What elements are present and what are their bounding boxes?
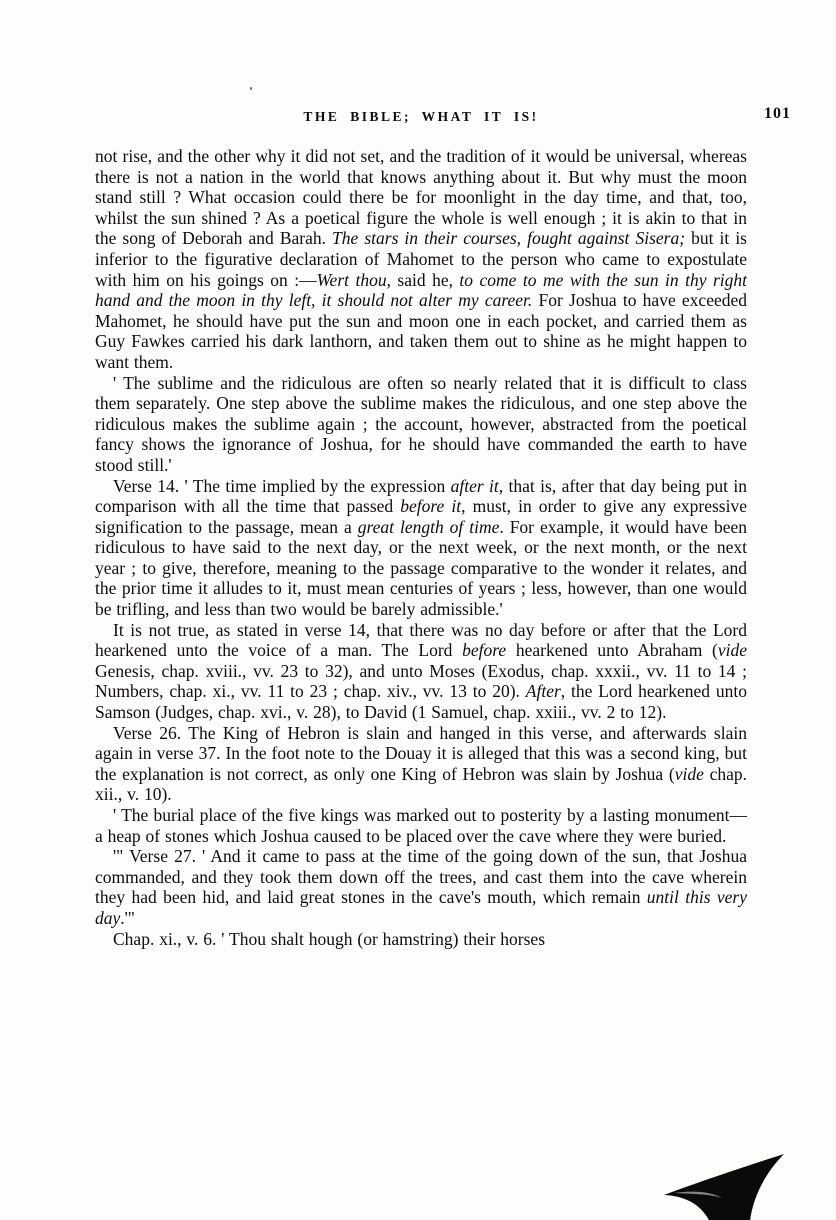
italic-text: to come to me with the sun in thy right hand and the moon in thy left, it should not alter my career. <box>95 269 747 311</box>
page-number: 101 <box>764 105 791 122</box>
body-text: Chap. xi., v. 6. ' Thou shalt hough (or hamstring) their horses <box>113 928 546 949</box>
body-text: , must, in order to give any expressive signification to the passage, mean a <box>95 496 747 537</box>
italic-text: until this very day <box>95 887 747 928</box>
body-text: but it is inferior to the figurative declaration of Mahomet to the person who came to expostulate with him on his goings on :— <box>95 228 747 290</box>
body-text: not rise, and the other why it did not set, and the tradition of it would be universal, whereas there is not a nation in the world that knows anything about it. But why must the moon stand still ? What occasion could there be for moonlight in the day time, and that, too, whilst the sun shined ? As a poetical figure the whole is well enough ; it is akin to that in the song of Deborah and Barah. <box>95 146 747 249</box>
italic-text: great length of time <box>357 516 500 537</box>
paragraph <box>95 373 747 476</box>
paragraph <box>95 723 747 805</box>
paragraph <box>95 620 747 723</box>
page-header <box>95 105 791 130</box>
paragraph <box>95 805 747 846</box>
paragraph <box>95 476 747 620</box>
page-body <box>95 146 747 949</box>
italic-text: Wert thou <box>316 269 387 290</box>
body-text: , said he, <box>386 269 460 290</box>
italic-text: The stars in their courses, fought against Sisera; <box>332 228 686 249</box>
body-text: '" Verse 27. ' And it came to pass at the time of the going down of the sun, that Joshua commanded, and they took them down off the trees, and cast them into the cave wherein they had been hid, and laid great stones in the cave's mouth, which remain <box>95 846 747 908</box>
italic-text: vide <box>717 640 748 661</box>
body-text: . For example, it would have been ridiculous to have said to the next day, or the next week, or the next month, or the next year ; to give, therefore, meaning to the passage comparative to the wonder it relates, and the prior time it alludes to it, must mean centuries of years ; less, however, than one would be trifling, and less than two would be barely admissible.' <box>95 516 747 620</box>
paragraph <box>95 846 747 928</box>
italic-text: vide <box>674 763 704 784</box>
italic-text: before it <box>400 496 462 517</box>
paragraph <box>95 146 747 373</box>
italic-text: After <box>525 681 561 702</box>
body-text: Verse 14. ' The time implied by the expression <box>113 475 451 496</box>
italic-text: before <box>462 640 507 661</box>
body-text: , that is, after that day being put in comparison with all the time that passed <box>95 475 747 517</box>
body-text: , the Lord hearkened unto Samson (Judges, chap. xvi., v. 28), to David (1 Samuel, chap. xxiii., vv. 2 to 12). <box>95 681 748 723</box>
paragraph <box>95 929 747 950</box>
body-text: .'" <box>120 907 135 928</box>
body-text: Genesis, chap. xviii., vv. 23 to 32), and unto Moses (Exodus, chap. xxxii., vv. 11 to 14 ; Numbers, chap. xi., vv. 11 to 23 ; chap. xiv., vv. 13 to 20). <box>95 660 747 702</box>
italic-text: after it <box>450 475 499 496</box>
body-text: ' The burial place of the five kings was marked out to posterity by a lasting monument—a heap of stones which Joshua caused to be placed over the cave where they were buried. <box>95 805 747 846</box>
body-text: hearkened unto Abraham ( <box>506 640 718 661</box>
ink-blot <box>664 1154 786 1220</box>
body-text: For Joshua to have exceeded Mahomet, he should have put the sun and moon one in each pocket, and carried them as Guy Fawkes carried his dark lanthorn, and taken them out to shine as he might happen to want them. <box>95 290 747 372</box>
page-content <box>95 105 791 949</box>
running-title: THE BIBLE; WHAT IT IS! <box>303 109 539 124</box>
body-text: Verse 26. The King of Hebron is slain and hanged in this verse, and afterwards slain again in verse 37. In the foot note to the Douay it is alleged that this was a second king, but the explanation is not correct, as only one King of Hebron was slain by Joshua ( <box>95 722 747 784</box>
body-text: ' The sublime and the ridiculous are often so nearly related that it is difficult to class them separately. One step above the sublime makes the ridiculous, and one step above the ridiculous makes the sublime again ; the account, however, abstracted from the poetical fancy shows the ignorance of Joshua, for he should have commanded the earth to have stood still.' <box>95 372 747 475</box>
body-text: chap. xii., v. 10). <box>95 763 747 805</box>
body-text: It is not true, as stated in verse 14, that there was no day before or after that the Lord hearkened unto the voice of a man. The Lord <box>95 619 747 661</box>
scan-speck <box>250 87 252 90</box>
